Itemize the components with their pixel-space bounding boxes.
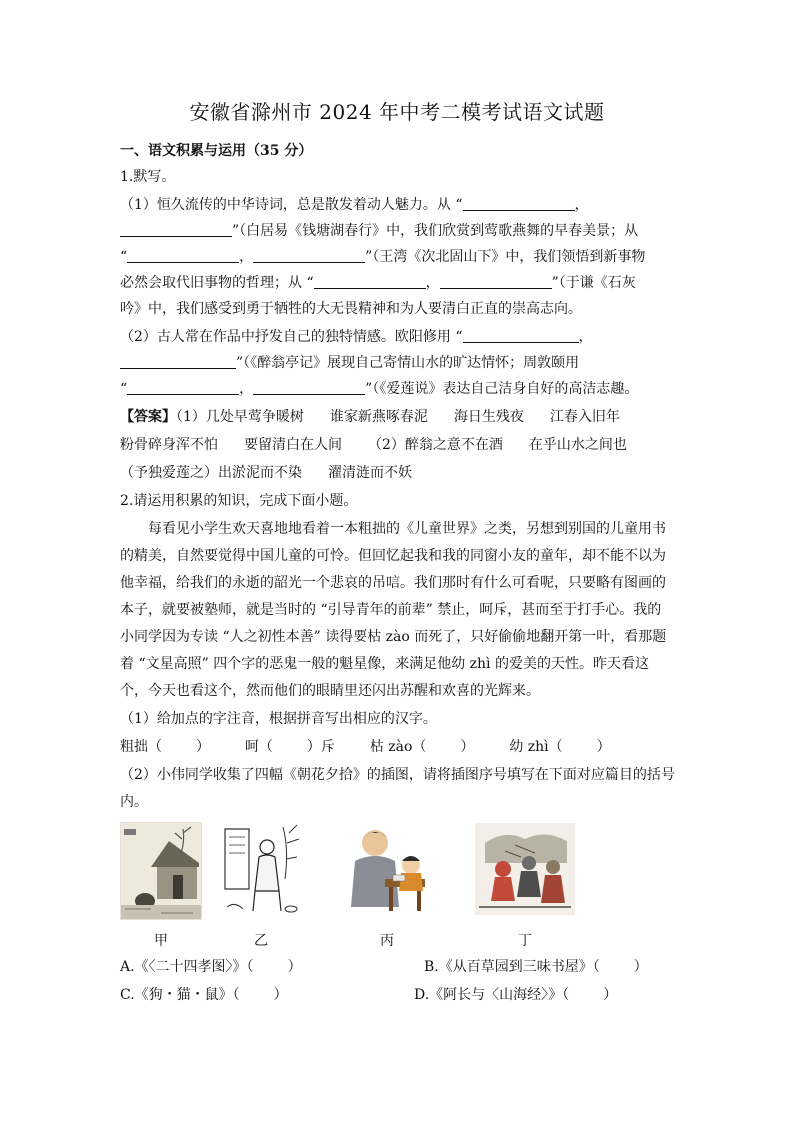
option-a: A.《〈二十四孝图〉》（ ） bbox=[120, 959, 302, 975]
answer-blank[interactable] bbox=[120, 354, 236, 369]
answer-blank[interactable] bbox=[314, 274, 426, 289]
figure-label-bing: 丙 bbox=[380, 933, 394, 949]
answer-blank[interactable] bbox=[440, 274, 552, 289]
answer-blank[interactable] bbox=[253, 248, 365, 263]
option-b: B.《从百草园到三味书屋》（ ） bbox=[424, 959, 648, 975]
option-d: D.《阿长与〈山海经〉》（ ） bbox=[414, 987, 618, 1003]
crowd-scene-illustration bbox=[475, 823, 575, 915]
answer-blank[interactable] bbox=[127, 380, 239, 395]
answer-row-2: 粉骨碎身浑不怕 要留清白在人间 （2）醉翁之意不在酒 在乎山水之间也 bbox=[120, 437, 627, 453]
q1-p1-line5: 吟》中，我们感受到勇于牺牲的大无畏精神和为人要清白正直的崇高志向。 bbox=[120, 301, 582, 317]
cottage-illustration bbox=[121, 823, 201, 919]
answer-blank[interactable] bbox=[463, 328, 579, 343]
question-2-stem: 2.请运用积累的知识，完成下面小题。 bbox=[120, 493, 358, 509]
q1-p2-line3: “ ， ”（《爱莲说》表达自己洁身自好的高洁志趣。 bbox=[120, 381, 639, 397]
figure-label-jia: 甲 bbox=[154, 933, 168, 949]
figure-label-yi: 乙 bbox=[254, 933, 268, 949]
pinyin-fill-row: 粗拙（ ） 呵（ ）斥 枯 zào（ ） 幼 zhì（ ） bbox=[120, 739, 611, 755]
section-heading: 一、语文积累与运用（35 分） bbox=[120, 143, 313, 159]
illustration-jia bbox=[120, 822, 202, 920]
q1-p1-line2: ”（白居易《钱塘湖春行》中，我们欣赏到莺歌燕舞的早春美景；从 bbox=[120, 222, 638, 240]
option-c: C.《狗・猫・鼠》（ ） bbox=[120, 987, 288, 1003]
q1-p1-line4: 必然会取代旧事物的哲理；从 “ ， ”（于谦《石灰 bbox=[120, 275, 636, 291]
answer-blank[interactable] bbox=[463, 196, 575, 211]
page-title: 安徽省滁州市 2024 年中考二模考试语文试题 bbox=[189, 100, 605, 124]
answer-row-3: （予独爱莲之）出淤泥而不染 濯清涟而不妖 bbox=[120, 465, 412, 481]
question-1-stem: 1.默写。 bbox=[120, 169, 176, 185]
passage-line: 他幸福，给我们的永逝的韶光一个悲哀的吊唁。我们那时有什么可看呢，只要略有图画的 bbox=[120, 575, 666, 591]
answer-blank[interactable] bbox=[120, 222, 232, 237]
q1-p2-line1: （2）古人常在作品中抒发自己的独特情感。欧阳修用 “ ， bbox=[120, 329, 593, 345]
answer-row-1: 【答案】（1）几处早莺争暖树 谁家新燕啄春泥 海日生残夜 江春入旧年 bbox=[120, 409, 620, 425]
illustration-ding bbox=[474, 822, 576, 916]
q1-p2-line2: ”（《醉翁亭记》展现自己寄情山水的旷达情怀；周敦颐用 bbox=[120, 354, 579, 372]
passage-line: 每看见小学生欢天喜地地看着一本粗拙的《儿童世界》之类，另想到别国的儿童用书 bbox=[148, 521, 666, 537]
passage-line: 的精美，自然要觉得中国儿童的可怜。但回忆起我和我的同窗小友的童年，却不能不以为 bbox=[120, 548, 666, 564]
passage-line: 着 “文星高照” 四个字的恶鬼一般的魁星像，来满足他幼 zhì 的爱美的天性。昨天看这 bbox=[120, 656, 649, 672]
figure-label-ding: 丁 bbox=[518, 933, 532, 949]
q1-p1-line3: “ ， ”（王湾《次北固山下》中，我们领悟到新事物 bbox=[120, 249, 646, 265]
passage-line: 本子，就要被塾师，就是当时的 “引导青年的前辈” 禁止，呵斥，甚而至于打手心。我的 bbox=[120, 602, 662, 618]
sub-question-2-line1: （2）小伟同学收集了四幅《朝花夕拾》的插图，请将插图序号填写在下面对应篇目的括号 bbox=[120, 767, 675, 783]
q1-p1-line1: （1）恒久流传的中华诗词，总是散发着动人魅力。从 “ ， bbox=[120, 197, 589, 213]
answer-label: 【答案】 bbox=[120, 409, 176, 425]
sub-question-1: （1）给加点的字注音，根据拼音写出相应的汉字。 bbox=[120, 711, 437, 727]
passage-line: 个，今天也看这个，然而他们的眼睛里还闪出苏醒和欢喜的光辉来。 bbox=[120, 683, 540, 699]
answer-blank[interactable] bbox=[127, 248, 239, 263]
study-illustration bbox=[219, 819, 301, 919]
illustration-bing bbox=[340, 820, 434, 920]
nanny-and-boy-illustration bbox=[341, 821, 433, 919]
sub-question-2-line2: 内。 bbox=[120, 794, 148, 810]
passage-line: 小同学因为专读 “人之初性本善” 读得要枯 zào 而死了，只好偷偷地翻开第一叶，看那题 bbox=[120, 629, 667, 645]
answer-blank[interactable] bbox=[253, 380, 365, 395]
illustration-yi bbox=[218, 818, 302, 920]
